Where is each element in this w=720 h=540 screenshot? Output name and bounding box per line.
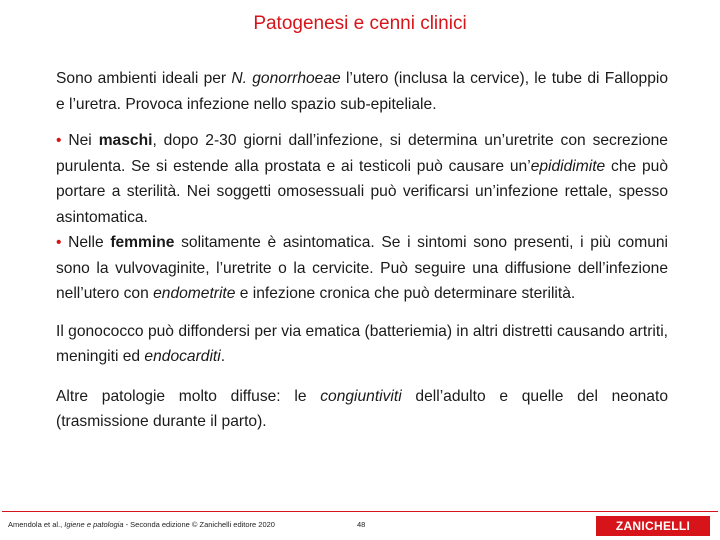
bold-term: maschi [98, 132, 153, 149]
text-run: che può portare a sterilità. Nei soggetti omosessuali può verificarsi un’infezione rettale, spesso asintomatica. [56, 157, 668, 226]
bold-term: femmine [110, 234, 175, 251]
other-pathologies-paragraph [56, 384, 668, 435]
text-run: Il gonococco può diffondersi per via ematica (batteriemia) in altri distretti causando artriti, meningiti ed [56, 322, 668, 365]
species-name: N. gonorrhoeae [231, 70, 341, 87]
bullet-females [56, 230, 668, 307]
credit-authors: Amendola et al., [8, 520, 65, 529]
text-run: Nei [61, 132, 99, 149]
publisher-logo: ZANICHELLI [596, 516, 710, 536]
text-run: Sono ambienti ideali per [56, 70, 232, 87]
footer-credit [8, 520, 275, 529]
text-run: , dopo 2-30 giorni dall’infezione, si determina un’uretrite con secrezione purulenta. Se si estende alla prostata e ai testicoli può causare un’ [56, 132, 668, 175]
dissemination-paragraph [56, 319, 668, 370]
text-run: dell’adulto e quelle del neonato (trasmissione durante il parto). [56, 387, 668, 430]
bullet-icon: • [56, 234, 62, 251]
text-run: Nelle [61, 234, 111, 251]
italic-term: epididimite [530, 157, 606, 175]
slide-body [56, 66, 668, 435]
intro-paragraph [56, 66, 668, 117]
bullet-icon: • [56, 132, 62, 149]
text-run: e infezione cronica che può determinare sterilità. [235, 285, 576, 302]
credit-book-title: Igiene e patologia [64, 520, 124, 529]
italic-term: congiuntiviti [320, 387, 402, 405]
page-number: 48 [357, 520, 366, 529]
text-run: Altre patologie molto diffuse: le [56, 387, 321, 405]
bullet-males [56, 128, 668, 230]
bullet-list [56, 128, 668, 307]
text-run: solitamente è asintomatica. Se i sintomi sono presenti, i più comuni sono la vulvovaginite, l’uretrite o la cervicite. Può seguire una diffusione dell’infezione nell’utero con [56, 234, 668, 302]
text-run: l’utero (inclusa la cervice), le tube di Falloppio e l’uretra. Provoca infezione nello spazio sub-epiteliale. [56, 70, 669, 113]
text-run: . [220, 348, 226, 365]
italic-term: endocarditi [144, 348, 221, 365]
credit-edition: - Seconda edizione © Zanichelli editore 2020 [123, 520, 275, 529]
footer-divider [2, 511, 718, 512]
slide-title: Patogenesi e cenni clinici [253, 13, 467, 34]
italic-term: endometrite [153, 285, 236, 302]
